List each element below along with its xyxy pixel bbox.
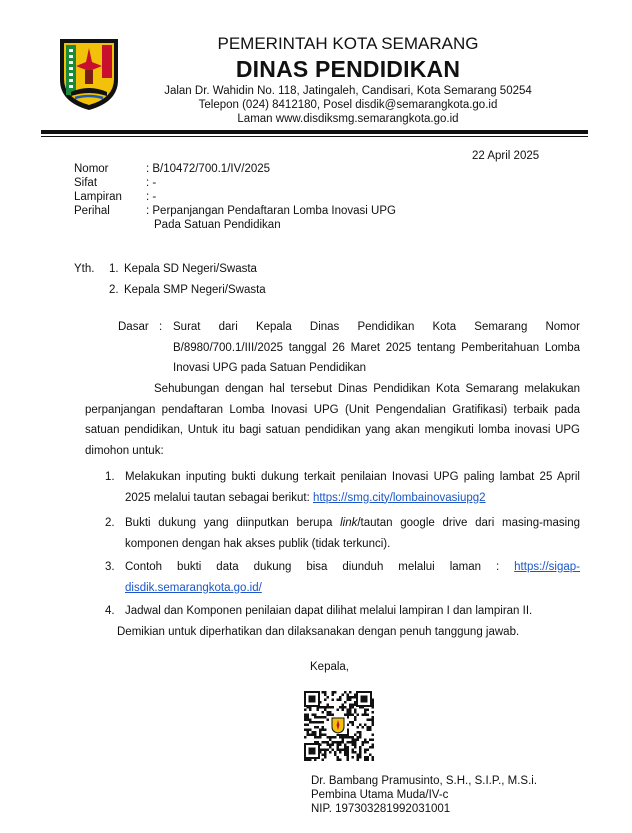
list-item-number: 4. [105, 605, 115, 617]
meta-label-nomor: Nomor [74, 163, 109, 175]
letter-date: 22 April 2025 [472, 150, 540, 162]
list-item-number: 1. [105, 471, 115, 483]
list-item-3 [125, 557, 580, 598]
list-item-text: Contoh bukti data dukung bisa diunduh melalui laman : [125, 561, 515, 573]
dasar-colon: : [159, 321, 163, 333]
recipient-name: Kepala SMP Negeri/Swasta [124, 284, 266, 296]
qr-code-signature [302, 689, 374, 761]
office-website: Laman www.disdiksmg.semarangkota.go.id [237, 113, 459, 125]
list-item-number: 2. [105, 517, 115, 529]
government-name: PEMERINTAH KOTA SEMARANG [217, 34, 479, 53]
signature-title: Kepala, [310, 661, 350, 673]
meta-label-perihal: Perihal [74, 205, 110, 217]
signatory-rank: Pembina Utama Muda/IV-c [311, 789, 449, 801]
meta-label-sifat: Sifat [74, 177, 98, 189]
list-item-emphasis: link [340, 517, 358, 529]
list-item-text: Melakukan inputing bukti dukung terkait penilaian Inovasi UPG paling lambat 25 April 2025 melalui tautan sebagai berikut: [125, 471, 580, 504]
list-item-text: Bukti dukung yang diinputkan berupa [125, 517, 341, 529]
office-contact: Telepon (024) 8412180, Posel disdik@semarangkota.go.id [198, 99, 498, 111]
dasar-text: Surat dari Kepala Dinas Pendidikan Kota Semarang Nomor B/8980/700.1/III/2025 tanggal 26 Maret 2025 tentang Pemberitahuan Lomba Inovasi UPG pada Satuan Pendidikan [173, 321, 580, 374]
list-item-text: /tautan google drive dari masing-masing komponen dengan hak akses publik (tidak terkunci). [125, 517, 580, 550]
list-item-number: 3. [105, 561, 115, 573]
signatory-nip: NIP. 197303281992031001 [311, 803, 451, 815]
letterhead-rule-thick [41, 130, 588, 134]
letterhead-rule-thin [41, 136, 588, 137]
city-emblem-logo [57, 36, 121, 112]
list-item-1 [125, 467, 580, 508]
registration-link[interactable]: https://smg.city/lombainovasiupg2 [312, 491, 486, 504]
recipient-name: Kepala SD Negeri/Swasta [124, 263, 257, 275]
department-name: DINAS PENDIDIKAN [235, 56, 461, 82]
meta-value-sifat: : - [146, 177, 157, 189]
yth-label: Yth. [74, 263, 95, 275]
recipient-number: 2. [109, 284, 119, 296]
intro-paragraph: Sehubungan dengan hal tersebut Dinas Pendidikan Kota Semarang melakukan perpanjangan pendaftaran Lomba Inovasi UPG (Unit Pengendalian Gratifikasi) terbaik pada satuan pendidikan, Untuk itu bagi satuan pendidikan yang akan mengikuti lomba inovasi UPG dimohon untuk: [85, 383, 580, 457]
office-address: Jalan Dr. Wahidin No. 118, Jatingaleh, Candisari, Kota Semarang 50254 [164, 85, 532, 97]
sample-data-link[interactable]: https://sigap-disdik.semarangkota.go.id/ [125, 561, 580, 594]
closing-sentence: Demikian untuk diperhatikan dan dilaksanakan dengan penuh tanggung jawab. [117, 626, 520, 638]
dasar-label: Dasar [118, 321, 149, 333]
list-item-4: Jadwal dan Komponen penilaian dapat dilihat melalui lampiran I dan lampiran II. [125, 605, 533, 617]
meta-value-perihal-line2: Pada Satuan Pendidikan [154, 219, 281, 231]
meta-value-nomor: : B/10472/700.1/IV/2025 [146, 163, 271, 175]
meta-value-lampiran: : - [146, 191, 157, 203]
recipient-number: 1. [109, 263, 119, 275]
list-item-2 [125, 513, 580, 554]
signatory-name: Dr. Bambang Pramusinto, S.H., S.I.P., M.S.i. [311, 775, 538, 787]
meta-label-lampiran: Lampiran [74, 191, 122, 203]
meta-value-perihal: : Perpanjangan Pendaftaran Lomba Inovasi UPG [146, 205, 396, 217]
